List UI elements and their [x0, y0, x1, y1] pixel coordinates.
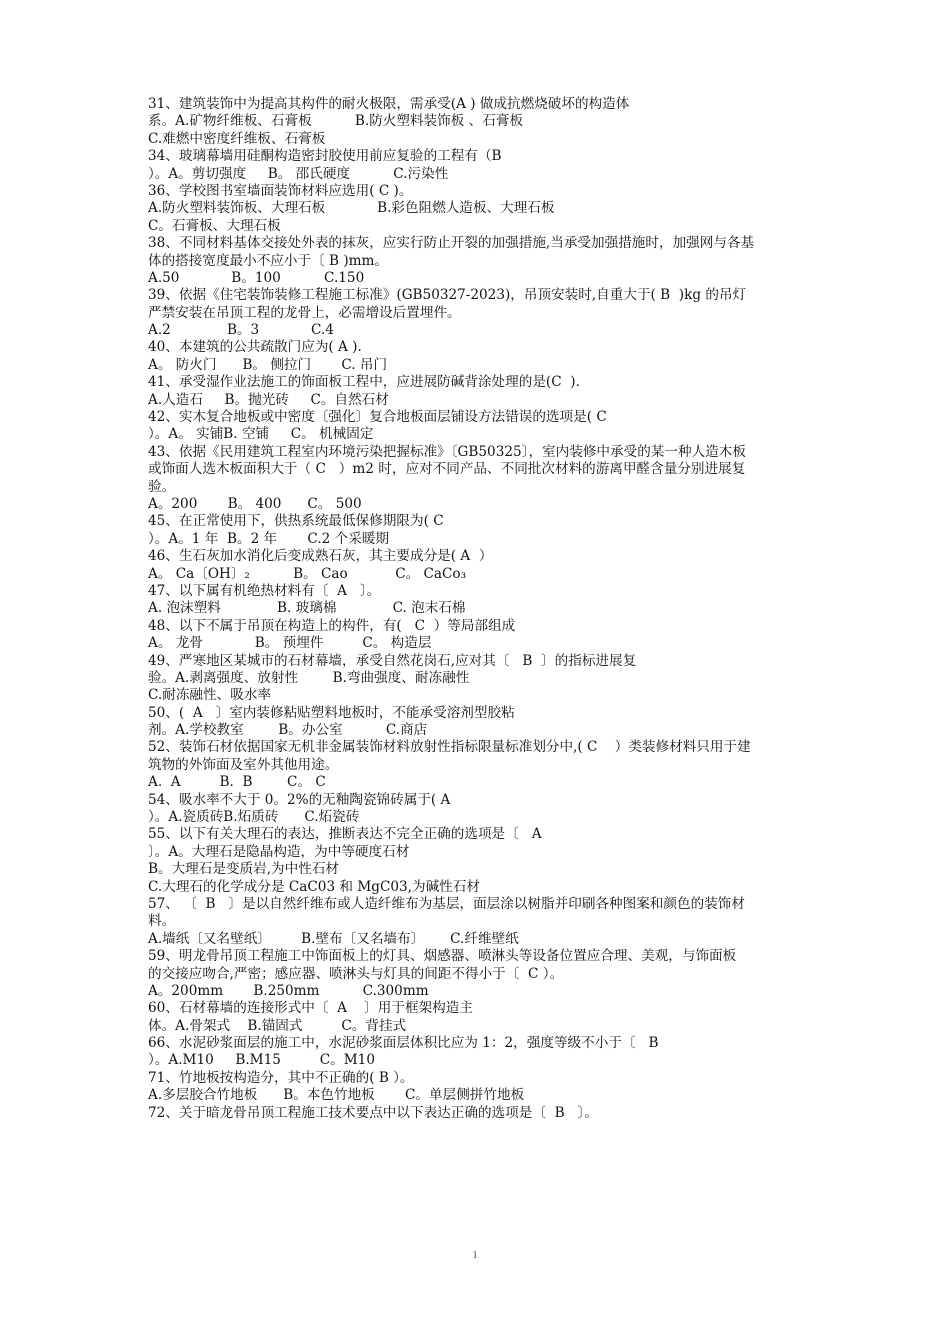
text-line: 体。A.骨架式 B.锚固式 C。背挂式: [148, 1017, 407, 1034]
text-line: 55、以下有关大理石的表达，推断表达不完全正确的选项是〔 A: [148, 826, 542, 843]
text-line: ）。A。 实铺B. 空铺 C。 机械固定: [148, 426, 374, 443]
text-line: C.难燃中密度纤维板、石膏板: [148, 130, 326, 147]
text-line: 42、实木复合地板或中密度〔强化〕复合地板面层铺设方法错误的选项是( C: [148, 409, 607, 426]
text-line: 验。A.剥离强度、放射性 B.弯曲强度、耐冻融性: [148, 669, 470, 686]
text-line: 或饰面人选木板面积大于（ C ）m2 时，应对不同产品、不同批次材料的游离甲醛含量分别进展复: [148, 461, 746, 478]
text-line: 39、依据《住宅装饰装修工程施工标准》(GB50327-2023)，吊顶安装时,自重大于( B )kg 的吊灯: [148, 287, 747, 304]
text-line: 41、承受湿作业法施工的饰面板工程中，应进展防碱背涂处理的是(C ).: [148, 374, 580, 391]
text-line: 59、明龙骨吊顶工程施工中饰面板上的灯具、烟感器、喷淋头等设备位置应合理、美观，与饰面板: [148, 948, 737, 965]
text-line: A.50 B。100 C.150: [148, 269, 365, 286]
text-line: A.墙纸〔又名壁纸〕 B.壁布〔又名墙布〕 C.纤维壁纸: [148, 930, 519, 947]
text-line: 60、石材幕墙的连接形式中〔 A 〕用于框架构造主: [148, 1000, 473, 1017]
text-line: 38、不同材料基体交接处外表的抹灰，应实行防止开裂的加强措施,当承受加强措施时，加强网与各基: [148, 235, 755, 252]
text-line: C。石膏板、大理石板: [148, 217, 281, 234]
text-line: 48、以下不属于吊顶在构造上的构件，有( C ）等局部组成: [148, 617, 516, 634]
text-line: 筑物的外饰面及室外其他用途。: [148, 756, 339, 773]
text-line: ）。A。1 年 B。2 年 C.2 个采暖期: [148, 530, 389, 547]
text-line: 系。A.矿物纤维板、石膏板 B.防火塑料装饰板 、石膏板: [148, 113, 524, 130]
text-line: 47、以下属有机绝热材料有〔 A 〕。: [148, 582, 381, 599]
text-line: A. 泡沫塑料 B. 玻璃棉 C. 泡末石棉: [148, 600, 466, 617]
text-line: 72、关于暗龙骨吊顶工程施工技术要点中以下表达正确的选项是〔 B 〕。: [148, 1104, 598, 1121]
text-line: A.人造石 B。抛光砖 C。自然石材: [148, 391, 389, 408]
text-line: 剂。A.学校教室 B。办公室 C.商店: [148, 722, 428, 739]
text-line: A。200mm B.250mm C.300mm: [148, 982, 429, 999]
text-line: 45、在正常使用下，供热系统最低保修期限为( C: [148, 513, 444, 530]
text-line: A。 防火门 B。 侧拉门 C. 吊门: [148, 356, 388, 373]
text-line: 66、水泥砂浆面层的施工中，水泥砂浆面层体积比应为 1：2，强度等级不小于〔 B: [148, 1035, 659, 1052]
text-line: A.多层胶合竹地板 B。本色竹地板 C。单层侧拼竹地板: [148, 1087, 525, 1104]
question-text-block: [148, 96, 888, 1122]
text-line: 50、( A 〕室内装修粘贴塑料地板时，不能承受溶剂型胶粘: [148, 704, 515, 721]
text-line: 验。: [148, 478, 176, 495]
text-line: 43、依据《民用建筑工程室内环境污染把握标准》〔GB50325〕，室内装修中承受的某一种人造木板: [148, 443, 746, 460]
text-line: 49、严寒地区某城市的石材幕墙，承受自然花岗石,应对其〔 B 〕的指标进展复: [148, 652, 637, 669]
text-line: 40、本建筑的公共疏散门应为( A ).: [148, 339, 362, 356]
text-line: 46、生石灰加水消化后变成熟石灰，其主要成分是( A ）: [148, 548, 493, 565]
text-line: C.耐冻融性、吸水率: [148, 687, 271, 704]
text-line: 52、装饰石材依据国家无机非金属装饰材料放射性指标限量标准划分中,( C ）类装修材料只用于建: [148, 739, 751, 756]
text-line: 36、学校图书室墙面装饰材料应选用( C )。: [148, 182, 413, 199]
text-line: 料。: [148, 913, 176, 930]
text-line: 54、吸水率不大于 0。2%的无釉陶瓷锦砖属于( A: [148, 791, 451, 808]
text-line: 的交接应吻合,严密；感应器、喷淋头与灯具的间距不得小于〔 C ）。: [148, 965, 564, 982]
text-line: 〕。A。大理石是隐晶构造，为中等硬度石材: [148, 843, 410, 860]
page-number: 1: [472, 1250, 478, 1261]
text-line: ）。A.瓷质砖B.炻质砖 C.炻瓷砖: [148, 809, 360, 826]
text-line: 34、玻璃幕墙用硅酮构造密封胶使用前应复验的工程有（B: [148, 148, 502, 165]
text-line: ）。A。剪切强度 B。 邵氏硬度 C.污染性: [148, 165, 449, 182]
text-line: B。大理石是变质岩,为中性石材: [148, 861, 340, 878]
text-line: A.2 B。3 C.4: [148, 322, 334, 339]
text-line: A. A B. B C。 C: [148, 774, 326, 791]
text-line: A。 龙骨 B。 预埋件 C。 构造层: [148, 635, 432, 652]
text-line: 31、建筑装饰中为提高其构件的耐火极限，需承受(A ) 做成抗燃烧破坏的构造体: [148, 96, 630, 112]
text-line: A。 Ca〔OH〕₂ B。 Cao C。 CaCo₃: [148, 565, 467, 582]
text-line: 57、 〔 B 〕是以自然纤维布或人造纤维布为基层，面层涂以树脂并印刷各种图案和颜色的装饰材: [148, 895, 745, 912]
text-line: A。200 B。 400 C。 500: [148, 495, 362, 512]
text-line: 71、竹地板按构造分，其中不正确的( B ）。: [148, 1069, 414, 1086]
text-line: 严禁安装在吊顶工程的龙骨上，必需增设后置埋件。: [148, 304, 461, 321]
text-line: C.大理石的化学成分是 CaC03 和 MgC03,为碱性石材: [148, 878, 480, 895]
text-line: A.防火塑料装饰板、大理石板 B.彩色阻燃人造板、大理石板: [148, 200, 555, 217]
text-line: ）。A.M10 B.M15 C。M10: [148, 1052, 375, 1069]
text-line: 体的搭接宽度最小不应小于〔 B )mm。: [148, 252, 389, 269]
